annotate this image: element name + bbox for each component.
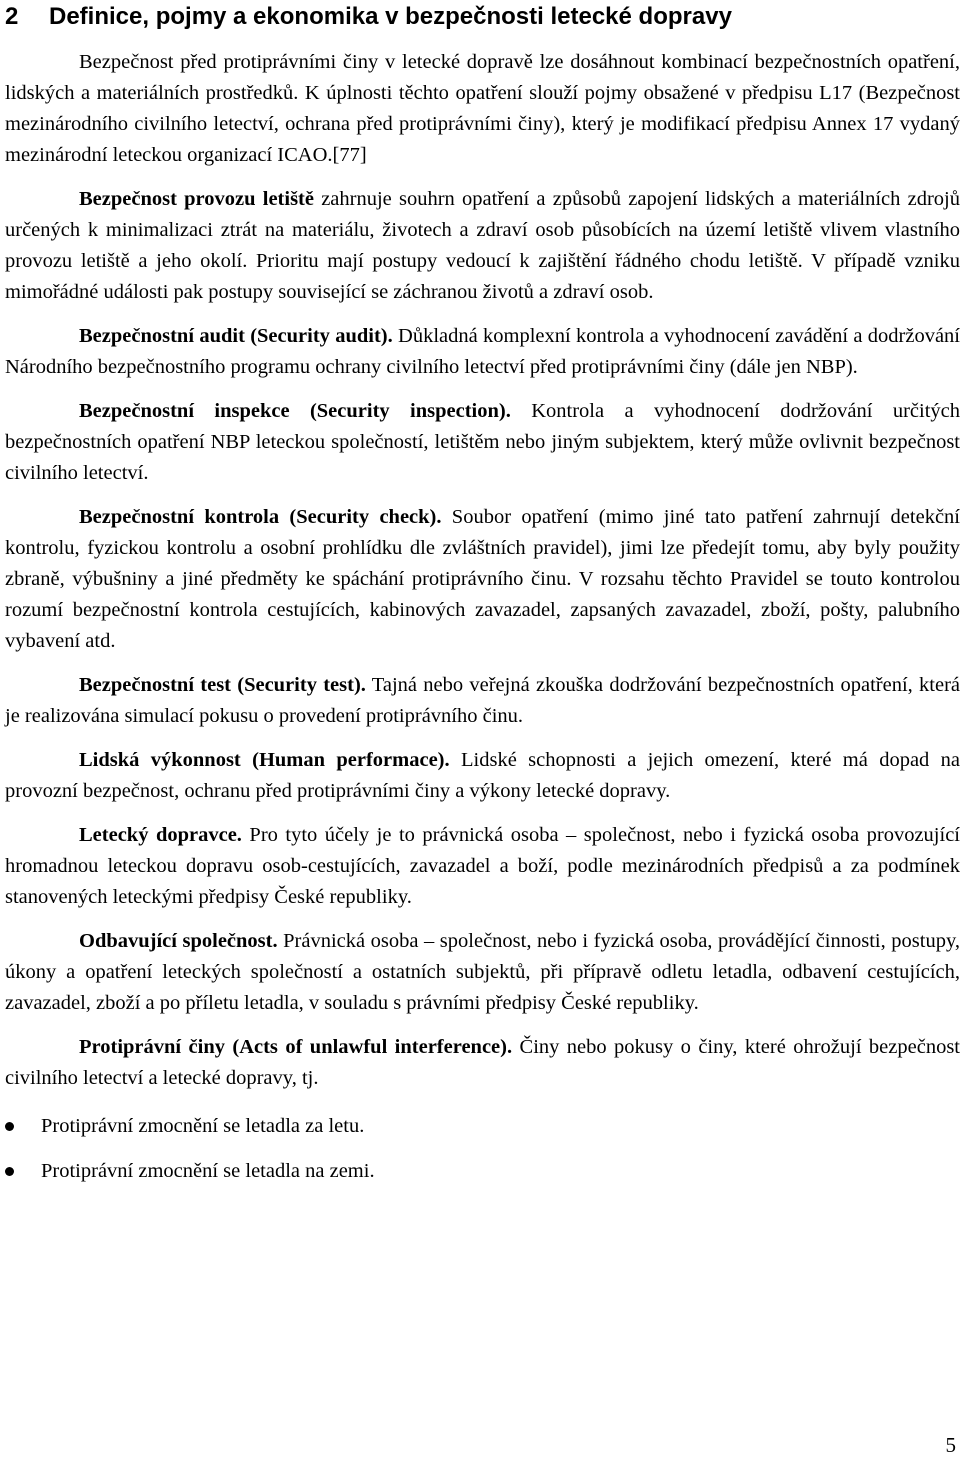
definition-paragraph — [5, 396, 960, 489]
definition-paragraph — [5, 502, 960, 657]
definition-text: Právnická osoba – společnost, nebo i fyzická osoba, provádějící činnosti, postupy, úkony a opatření leteckých společností a ostatních subjektů, při přípravě odletu letadla, odbavení cestujících, zavazadel, zboží a po příletu letadla, v souladu s právními předpisy České republiky. — [5, 930, 960, 1014]
definition-paragraph — [5, 820, 960, 913]
intro-paragraph: Bezpečnost před protiprávními činy v letecké dopravě lze dosáhnout kombinací bezpečnostních opatření, lidských a materiálních prostředků. K úplnosti těchto opatření slouží pojmy obsažené v předpisu L17 (Bezpečnost mezinárodního civilního letectví, ochrana před protiprávními činy), který je modifikací předpisu Annex 17 vydaný mezinárodní leteckou organizací ICAO.[77] — [5, 51, 960, 166]
list-item-text: Protiprávní zmocnění se letadla za letu. — [41, 1115, 365, 1137]
list-item — [5, 1111, 960, 1142]
definition-term: Bezpečnostní kontrola (Security check). — [79, 506, 442, 528]
definition-text: Důkladná komplexní kontrola a vyhodnocení zavádění a dodržování Národního bezpečnostního programu ochrany civilního letectví před protiprávními činy (dále jen NBP). — [5, 325, 960, 378]
definition-paragraph — [5, 1032, 960, 1094]
bullet-list — [5, 1111, 960, 1187]
definition-text: Tajná nebo veřejná zkouška dodržování bezpečnostních opatření, která je realizována simulací pokusu o provedení protiprávního činu. — [5, 674, 960, 727]
document-page — [5, 0, 960, 1201]
definition-paragraph — [5, 321, 960, 383]
definition-term: Bezpečnostní audit (Security audit). — [79, 325, 393, 347]
section-heading — [5, 0, 960, 32]
bullet-icon — [5, 1167, 14, 1176]
definition-text: Soubor opatření (mimo jiné tato patření zahrnují detekční kontrolu, fyzickou kontrolu a osobní prohlídku dle zvláštních pravidel), jimi lze předejít tomu, aby byly použity zbraně, výbušniny a jiné předměty ke spáchání protiprávního činu. V rozsahu těchto Pravidel se touto kontrolou rozumí bezpečnostní kontrola cestujících, kabinových zavazadel, zapsaných zavazadel, zboží, pošty, palubního vybavení atd. — [5, 506, 960, 652]
bullet-icon — [5, 1122, 14, 1131]
definition-paragraph — [5, 745, 960, 807]
section-title: Definice, pojmy a ekonomika v bezpečnosti letecké dopravy — [49, 3, 732, 30]
list-item — [5, 1156, 960, 1187]
definition-term: Bezpečnostní test (Security test). — [79, 674, 366, 696]
definition-text: Lidské schopnosti a jejich omezení, které má dopad na provozní bezpečnost, ochranu před protiprávními činy a výkony letecké dopravy. — [5, 749, 960, 802]
definition-term: Bezpečnostní inspekce (Security inspection). — [79, 400, 511, 422]
definition-term: Bezpečnost provozu letiště — [79, 188, 314, 210]
definition-term: Letecký dopravce. — [79, 824, 242, 846]
definition-paragraph — [5, 184, 960, 308]
definition-term: Lidská výkonnost (Human performace). — [79, 749, 450, 771]
definition-paragraph — [5, 926, 960, 1019]
definition-term: Protiprávní činy (Acts of unlawful interference). — [79, 1036, 513, 1058]
definition-paragraph — [5, 670, 960, 732]
definition-text: Kontrola a vyhodnocení dodržování určitých bezpečnostních opatření NBP leteckou společností, letištěm nebo jiným subjektem, který může ovlivnit bezpečnost civilního letectví. — [5, 400, 960, 484]
definition-text: Pro tyto účely je to právnická osoba – společnost, nebo i fyzická osoba provozující hromadnou leteckou dopravu osob-cestujících, zavazadel a boží, podle mezinárodních předpisů a za podmínek stanovených leteckými předpisy České republiky. — [5, 824, 960, 908]
definition-text: zahrnuje souhrn opatření a způsobů zapojení lidských a materiálních zdrojů určených k minimalizaci ztrát na materiálu, životech a zdraví osob působících na území letiště vlivem vlastního provozu letiště a jeho okolí. Prioritu mají postupy vedoucí k zajištění řádného chodu letiště. V případě vzniku mimořádné události pak postupy související se záchranou životů a zdraví osob. — [5, 188, 960, 303]
definition-term: Odbavující společnost. — [79, 930, 278, 952]
section-number: 2 — [5, 3, 19, 30]
list-item-text: Protiprávní zmocnění se letadla na zemi. — [41, 1160, 375, 1182]
page-number: 5 — [945, 1433, 956, 1457]
definition-text: Činy nebo pokusy o činy, které ohrožují bezpečnost civilního letectví a letecké dopravy, tj. — [5, 1036, 960, 1089]
